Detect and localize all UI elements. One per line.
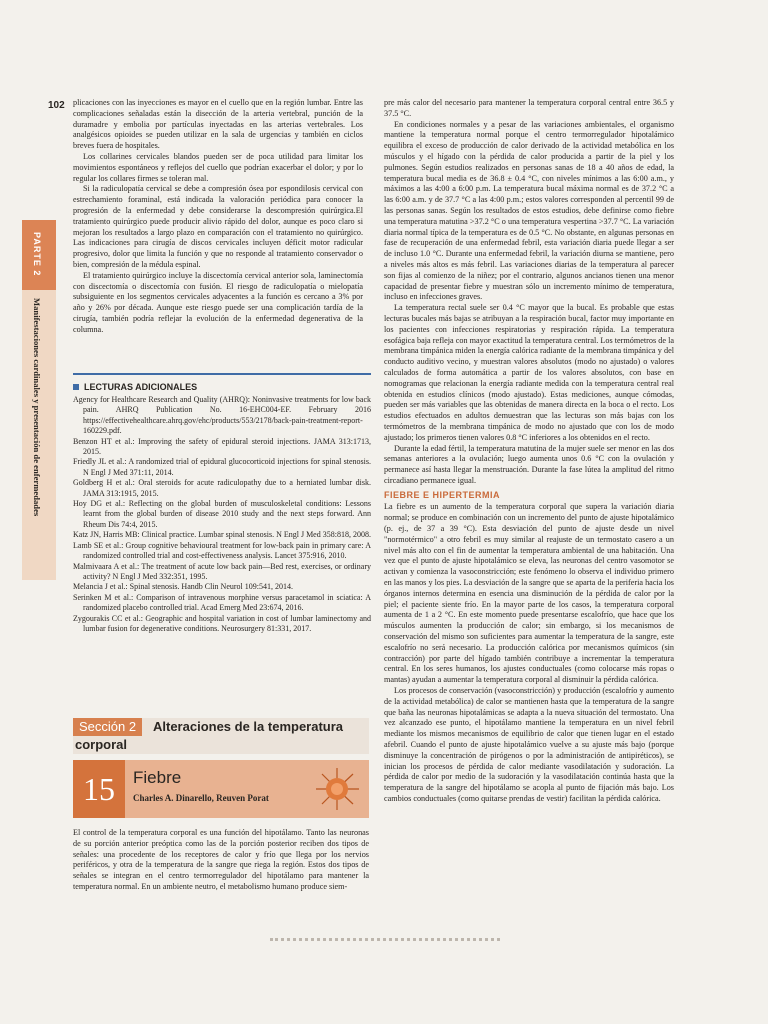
reference-item: Melancia J et al.: Spinal stenosis. Handb Clin Neurol 109:541, 2014. bbox=[73, 582, 293, 592]
reference-item: Goldberg H et al.: Oral steroids for acute radiculopathy due to a herniated lumbar disk. JAMA 313:1915, 2015. bbox=[73, 478, 371, 498]
side-tab-part-box bbox=[22, 220, 56, 290]
section-title-line1: Alteraciones de la temperatura bbox=[153, 719, 344, 734]
chapter-intro bbox=[73, 828, 369, 893]
left-column-text bbox=[73, 98, 363, 336]
readings-heading bbox=[73, 382, 197, 392]
references-list bbox=[73, 395, 371, 634]
section-title-line2: corporal bbox=[75, 737, 128, 752]
chapter-header bbox=[73, 760, 369, 818]
left-paragraph-1: plicaciones con las inyecciones es mayor en el cuello que en la región lumbar. Entre las complicaciones señaladas están la disección de la arteria vertebral, punción de la duramadre y embolia por partículas inyectadas en las arterias vertebrales. Los analgésicos opioides se pueden utilizar en la sala de urgencias y también en ciclos breves fuera de hospitales. bbox=[73, 98, 363, 151]
chapter-authors: Charles A. Dinarello, Reuven Porat bbox=[133, 793, 269, 803]
right-column-text bbox=[384, 98, 674, 805]
right-paragraph-3: La temperatura rectal suele ser 0.4 °C mayor que la bucal. Es probable que estas lecturas bucales más bajas se atribuyan a la respiración bucal, factor muy importante en los pacientes con infecciones respiratorias y respiración rápida. La temperatura esofágica baja refleja con mayor exactitud la temperatura central. Los termómetros de la membrana timpánica miden la energía calórica radiante de la membrana timpánica y del conducto auditivo vecino, y muestran valores absolutos (modo no ajustado) o valores calculados de forma automática a partir de los valores absolutos, con base en nomogramas que relacionan la energía radiante medida con la temperatura central real obtenida en estudios clínicos (modo ajustado). Estas mediciones, aunque cómodas, pueden ser más variables que las obtenidas de manera directa en la boca o el recto. Los estudios efectuados en adultos demuestran que las lecturas son más bajas con los termómetros de la membrana timpánica de modo no ajustado que con los de modo ajustado; los primeros tienen valores 0.8 °C inferiores a los obtenidos en el recto. bbox=[384, 303, 674, 442]
reference-item: Lamb SE et al.: Group cognitive behavioural treatment for low-back pain in primary care: A randomized controlled trial and cost-effectiveness analysis. Lancet 375:916, 2010. bbox=[73, 540, 371, 561]
intro-paragraph: El control de la temperatura corporal es una función del hipotálamo. Tanto las neuronas de su porción anterior preóptica como las de la porción posterior reciben dos tipos de señales: una procedente de los receptores de calor y frío que llega por los nervios periféricos, y otra de la temperatura de la sangre que riega la región. Estos dos tipos de señales se integran en el centro termorregulador del hipotálamo para mantener la temperatura normal. En un ambiente neutro, el metabolismo humano produce siem- bbox=[73, 828, 369, 891]
page-number: 102 bbox=[48, 100, 65, 111]
reference-item: Agency for Healthcare Research and Quality (AHRQ): Noninvasive treatments for low back pain. AHRQ Publication No. 16-EHC004-EF. February 2016 https://effectivehealthcare.ahrq.gov/ehc/products/553/2178/back-pain-treatment-report-160229.pdf. bbox=[73, 395, 371, 436]
chapter-title: Fiebre bbox=[133, 768, 182, 787]
chapter-number: 15 bbox=[73, 760, 125, 818]
right-paragraph-1: pre más calor del necesario para mantener la temperatura corporal central entre 36.5 y 37.5 °C. bbox=[384, 98, 674, 118]
side-tab bbox=[22, 220, 56, 580]
left-paragraph-2: Los collarines cervicales blandos pueden ser de poca utilidad para limitar los movimientos espontáneos y reflejos del cuello que podrían exacerbar el dolor; y por lo regular los collares firmes se toleran mal. bbox=[73, 151, 363, 183]
right-paragraph-2: En condiciones normales y a pesar de las variaciones ambientales, el organismo mantiene la temperatura normal porque el centro termorregulador hipotalámico equilibra el exceso de producción de calor derivado de la actividad metabólica en los músculos y el hígado con la pérdida de calor producida a partir de la piel y los pulmones. Según estudios realizados en personas sanas de 18 a 40 años de edad, la temperatura bucal media es de 36.8 ± 0.4 °C, con niveles mínimos a las 6:00 a.m., y máximos a las 4:00 a 6:00 p.m. La temperatura bucal máxima normal es de 37.2 °C a las 6:00 a.m. y de 37.7 °C a las 4:00 p.m.; estos valores corresponden al percentil 99 de las personas sanas. Según los resultados de estos estudios, debe definirse como fiebre una temperatura matutina >37.2 °C o una temperatura vespertina >37.7 °C. La variación diaria normal típica de la temperatura es de 0.5 °C. No obstante, en algunas personas en fase de recuperación de una enfermedad febril, esta variación diaria puede llegar a ser de incluso 1.0 °C. Durante una enfermedad febril, la variación diurna se mantiene, pero a niveles más altos es más febril. Las variaciones diarias de la temperatura al parecer son fijas al comienzo de la niñez; por el contrario, algunos ancianos tienen una menor capacidad de presentar fiebre y muestran sólo un incremento mínimo de temperatura, incluso en infecciones graves. bbox=[384, 119, 674, 302]
reference-item: Malmivaara A et al.: The treatment of acute low back pain—Bed rest, exercises, or ordinary activity? N Engl J Med 332:351, 1995. bbox=[73, 561, 371, 581]
left-paragraph-3: Si la radiculopatía cervical se debe a compresión ósea por espondilosis cervical con estrechamiento foraminal, está indicada la valoración periódica para conocer la progresión de la enfermedad y debe considerarse la descompresión quirúrgica.El tratamiento quirúrgico puede producir alivio rápido del dolor, aunque es poco claro si mejoran los resultados a largo plazo en comparación con el tratamiento no quirúrgico. Las indicaciones para cirugía de discos cervicales incluyen déficit motor radicular progresivo, dolor que limita la función y que no responde al tratamiento conservador o bien, compresión de la médula espinal. bbox=[73, 184, 363, 269]
footer-decoration bbox=[270, 938, 500, 945]
reference-item: Zygourakis CC et al.: Geographic and hospital variation in cost of lumbar laminectomy and lumbar fusion for degenerative conditions. Neurosurgery 81:331, 2017. bbox=[73, 613, 371, 633]
reference-item: Benzon HT et al.: Improving the safety of epidural steroid injections. JAMA 313:1713, 2015. bbox=[73, 436, 371, 457]
fiebre-paragraph-1: La fiebre es un aumento de la temperatura corporal que supera la variación diaria normal; se produce en combinación con un incremento del punto de ajuste hipotalámico (p. ej., de 37 a 39 °C). Esta desviación del punto de ajuste desde un nivel "normotérmico" a otro febril es muy similar al reajuste de un termostato casero a un nivel más alto con el fin de aumentar la temperatura ambiental de una habitación. Una vez que el punto de ajuste hipotalámico se eleva, las neuronas del centro vasomotor se activan y comienza la vasoconstricción; este fenómeno lo observa el individuo primero en las manos y los pies. La desviación de la sangre que se aparta de la periferia hacia los órganos internos determina en esencia una disminución de la pérdida de calor por la piel; el paciente siente frío. En la mayor parte de los casos, la temperatura corporal aumenta de 1 a 2 °C. En este momento puede presentarse escalofrío, que hace que los músculos aumenten la producción de calor; sin embargo, si los mecanismos de conservación del mismo son suficientes para aumentar la temperatura de la sangre, este escalofrío no será necesario. La producción calórica por mecanismos químicos (sin contracción) por parte del hígado también contribuye a incrementar la temperatura central. En los seres humanos, los ajustes conductuales (como colocarse más ropas o mantas) ayudan a aumentar la temperatura corporal al disminuir la pérdida calórica. bbox=[384, 502, 674, 685]
right-paragraph-4: Durante la edad fértil, la temperatura matutina de la mujer suele ser menor en las dos semanas anteriores a la ovulación; luego aumenta unos 0.6 °C con la ovulación y permanece así hasta llegar la menstruación. Durante la fase lútea la amplitud del ritmo circadiano permanece igual. bbox=[384, 443, 674, 485]
side-part-label: PARTE 2 bbox=[32, 232, 42, 277]
reference-item: Friedly JL et al.: A randomized trial of epidural glucocorticoid injections for spinal stenosis. N Engl J Med 371:11, 2014. bbox=[73, 457, 371, 477]
square-bullet-icon bbox=[73, 384, 79, 390]
section-divider bbox=[73, 373, 371, 375]
readings-heading-text: LECTURAS ADICIONALES bbox=[84, 382, 198, 392]
fiebre-paragraph-2: Los procesos de conservación (vasoconstricción) y producción (escalofrío y aumento de la actividad metabólica) de calor se mantienen hasta que la temperatura de la sangre que baña las neuronas hipotalámicas se adapta a la nueva situación del termostato. Una vez alcanzado ese punto, el hipotálamo mantiene la temperatura en un nivel febril mediante los mismos mecanismos de equilibrio de calor que tienen lugar en el estado afebril. Cuando el punto de ajuste hipotalámico vuelve a su ajuste más bajo (porque disminuye la concentración de pirógenos o por la administración de antipiréticos), se inician los procesos de pérdida de calor mediante vasodilatación y sudoración. La pérdida de calor por medio de la sudoración y la vasodilatación continúa hasta que la temperatura de la sangre del hipotálamo se acopla al punto de fijación más bajo. Los cambios conductuales (como quitarse prendas de vestir) facilitan la pérdida calórica. bbox=[384, 686, 674, 803]
left-paragraph-4: El tratamiento quirúrgico incluye la discectomía cervical anterior sola, laminectomía con discectomía o discectomía con fusión. El riesgo de radiculopatía o mielopatía subsiguiente en los segmentos cervicales adyacentes a la función es cercano a 3% por año y 26% por década. Aunque este riesgo puede ser una complicación tardía de la cirugía, también podría reflejar la evolución de la enfermedad degenerativa de la columna. bbox=[73, 270, 363, 334]
virus-illustration-icon bbox=[313, 766, 361, 812]
fiebre-heading: FIEBRE E HIPERTERMIA bbox=[384, 489, 501, 500]
reference-item: Serinken M et al.: Comparison of intravenous morphine versus paracetamol in sciatica: A randomized placebo controlled trial. Acad Emerg Med 23:674, 2016. bbox=[73, 592, 371, 613]
section-label: Sección 2 bbox=[73, 718, 142, 736]
side-part-title: Manifestaciones cardinales y presentación de enfermedades bbox=[32, 298, 42, 517]
reference-item: Katz JN, Harris MB: Clinical practice. Lumbar spinal stenosis. N Engl J Med 358:818, 2008. bbox=[73, 530, 371, 540]
reference-item: Hoy DG et al.: Reflecting on the global burden of musculoskeletal conditions: Lessons learnt from the global burden of disease 2010 study and the next steps forward. Ann Rheum Dis 74:4, 2015. bbox=[73, 499, 371, 529]
